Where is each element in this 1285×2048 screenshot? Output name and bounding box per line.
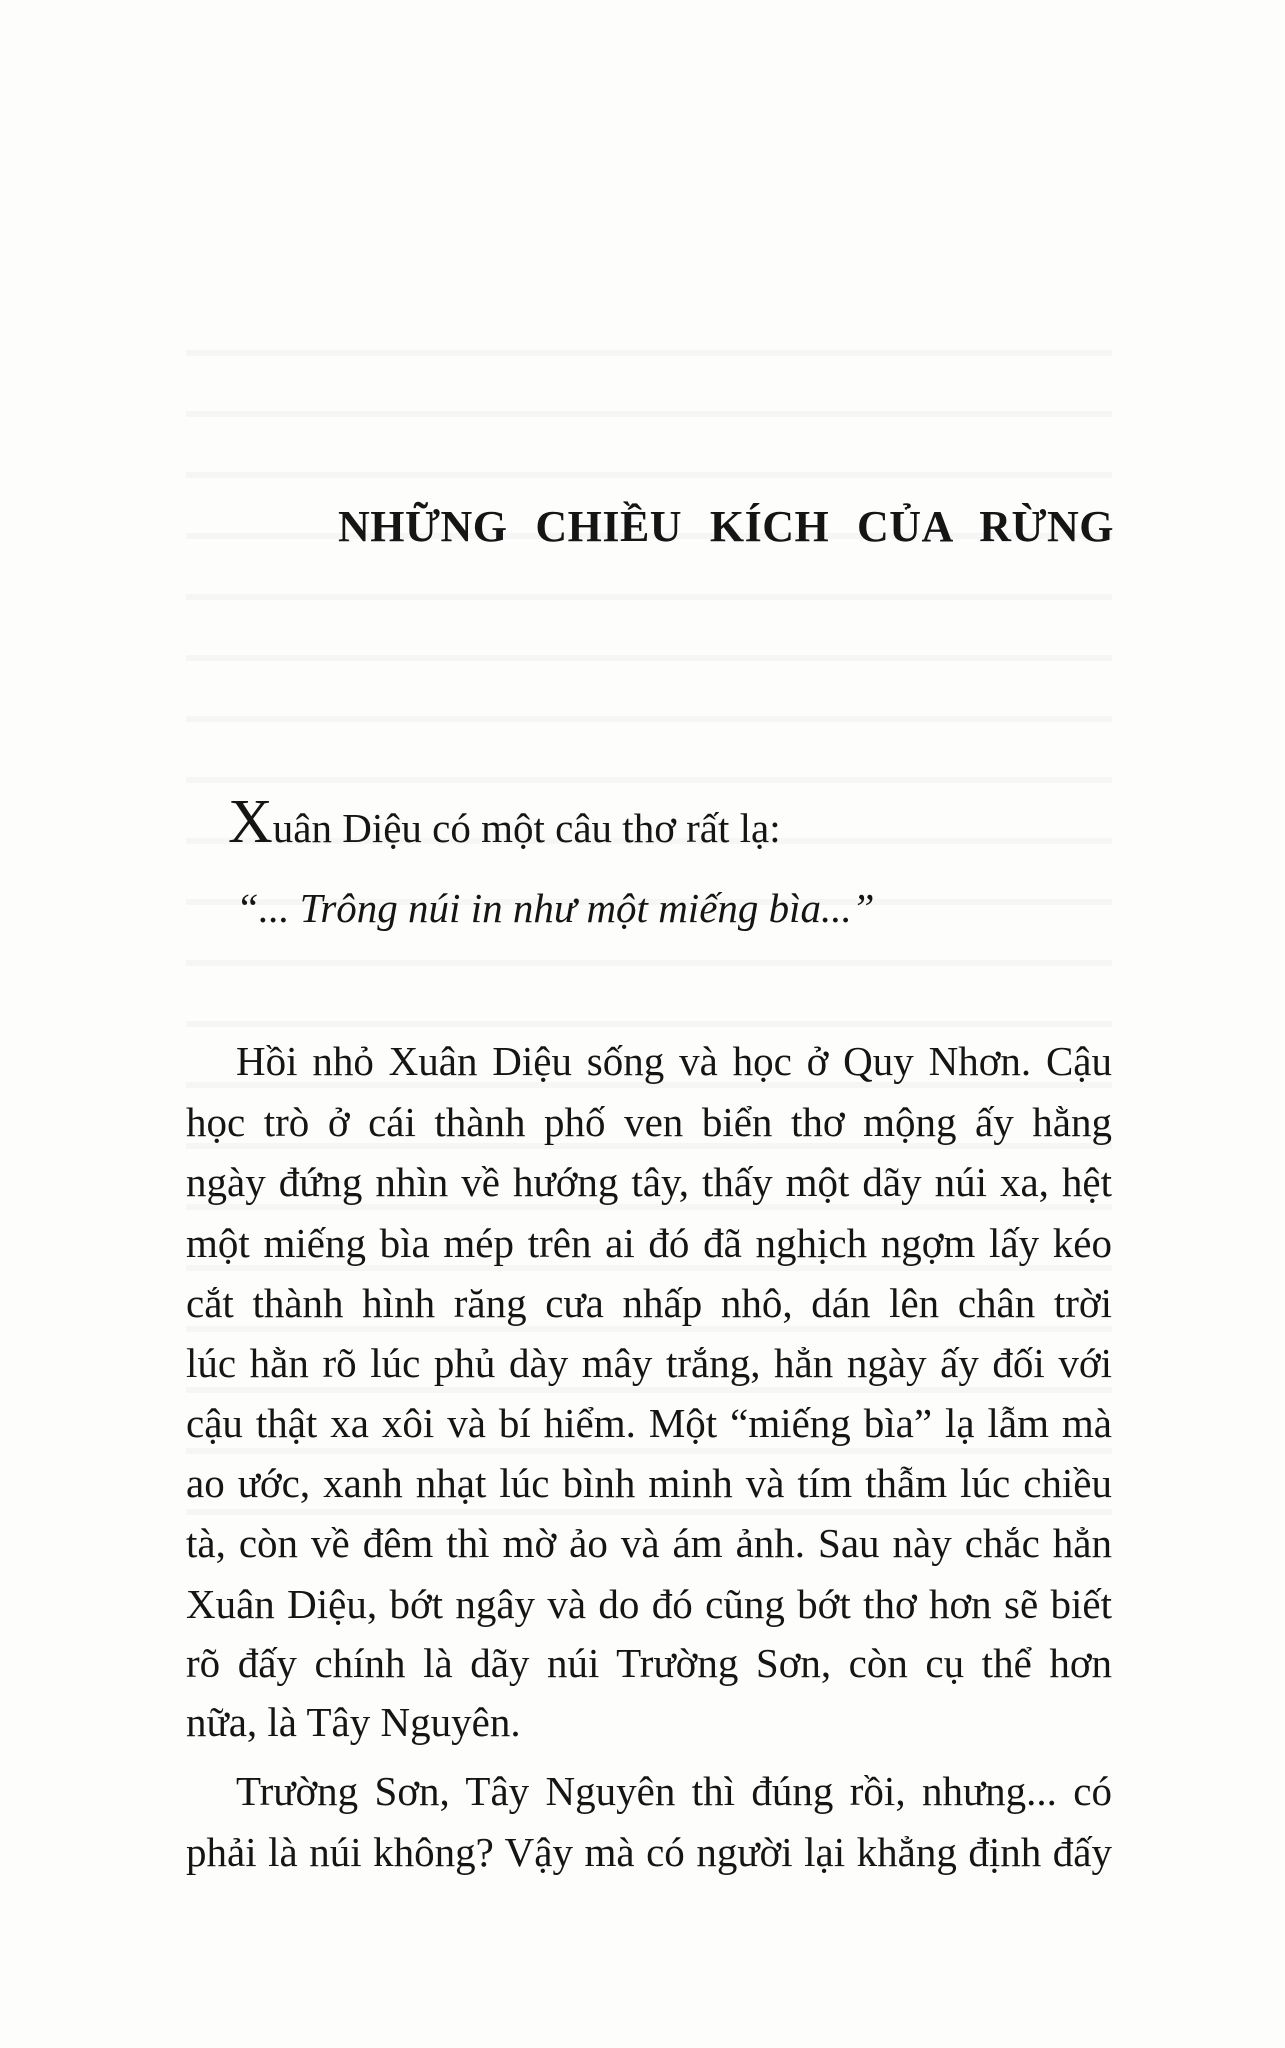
text-line: ngày đứng nhìn về hướng tây, thấy một dãy núi xa, hệt [186,1159,1112,1205]
text-line: phải là núi không? Vậy mà có người lại khẳng định đấy [186,1829,1112,1875]
opening-text: uân Diệu có một câu thơ rất lạ: [272,805,781,851]
text-line: học trò ở cái thành phố ven biển thơ mộng ấy hằng [186,1099,1112,1145]
text-line: cậu thật xa xôi và bí hiểm. Một “miếng bìa” lạ lẫm mà [186,1400,1112,1446]
text-line: rõ đấy chính là dãy núi Trường Sơn, còn cụ thể hơn [186,1640,1112,1686]
drop-cap: X [228,788,273,856]
text-line: cắt thành hình răng cưa nhấp nhô, dán lên chân trời [186,1280,1112,1326]
text-line: ao ước, xanh nhạt lúc bình minh và tím thẫm lúc chiều [186,1460,1112,1506]
text-line: Xuân Diệu, bớt ngây và do đó cũng bớt thơ hơn sẽ biết [186,1581,1112,1627]
text-line: lúc hằn rõ lúc phủ dày mây trắng, hẳn ngày ấy đối với [186,1340,1112,1386]
text-line: một miếng bìa mép trên ai đó đã nghịch ngợm lấy kéo [186,1220,1112,1266]
text-line: nữa, là Tây Nguyên. [186,1699,521,1745]
text-line: tà, còn về đêm thì mờ ảo và ám ảnh. Sau này chắc hẳn [186,1520,1112,1566]
text-line: Trường Sơn, Tây Nguyên thì đúng rồi, nhưng... có [236,1768,1112,1814]
opening-line [228,788,781,856]
poem-quote: “... Trông núi in như một miếng bìa...” [236,885,875,931]
text-line: Hồi nhỏ Xuân Diệu sống và học ở Quy Nhơn. Cậu [236,1038,1112,1084]
chapter-title: NHỮNG CHIỀU KÍCH CỦA RỪNG [338,502,1114,551]
